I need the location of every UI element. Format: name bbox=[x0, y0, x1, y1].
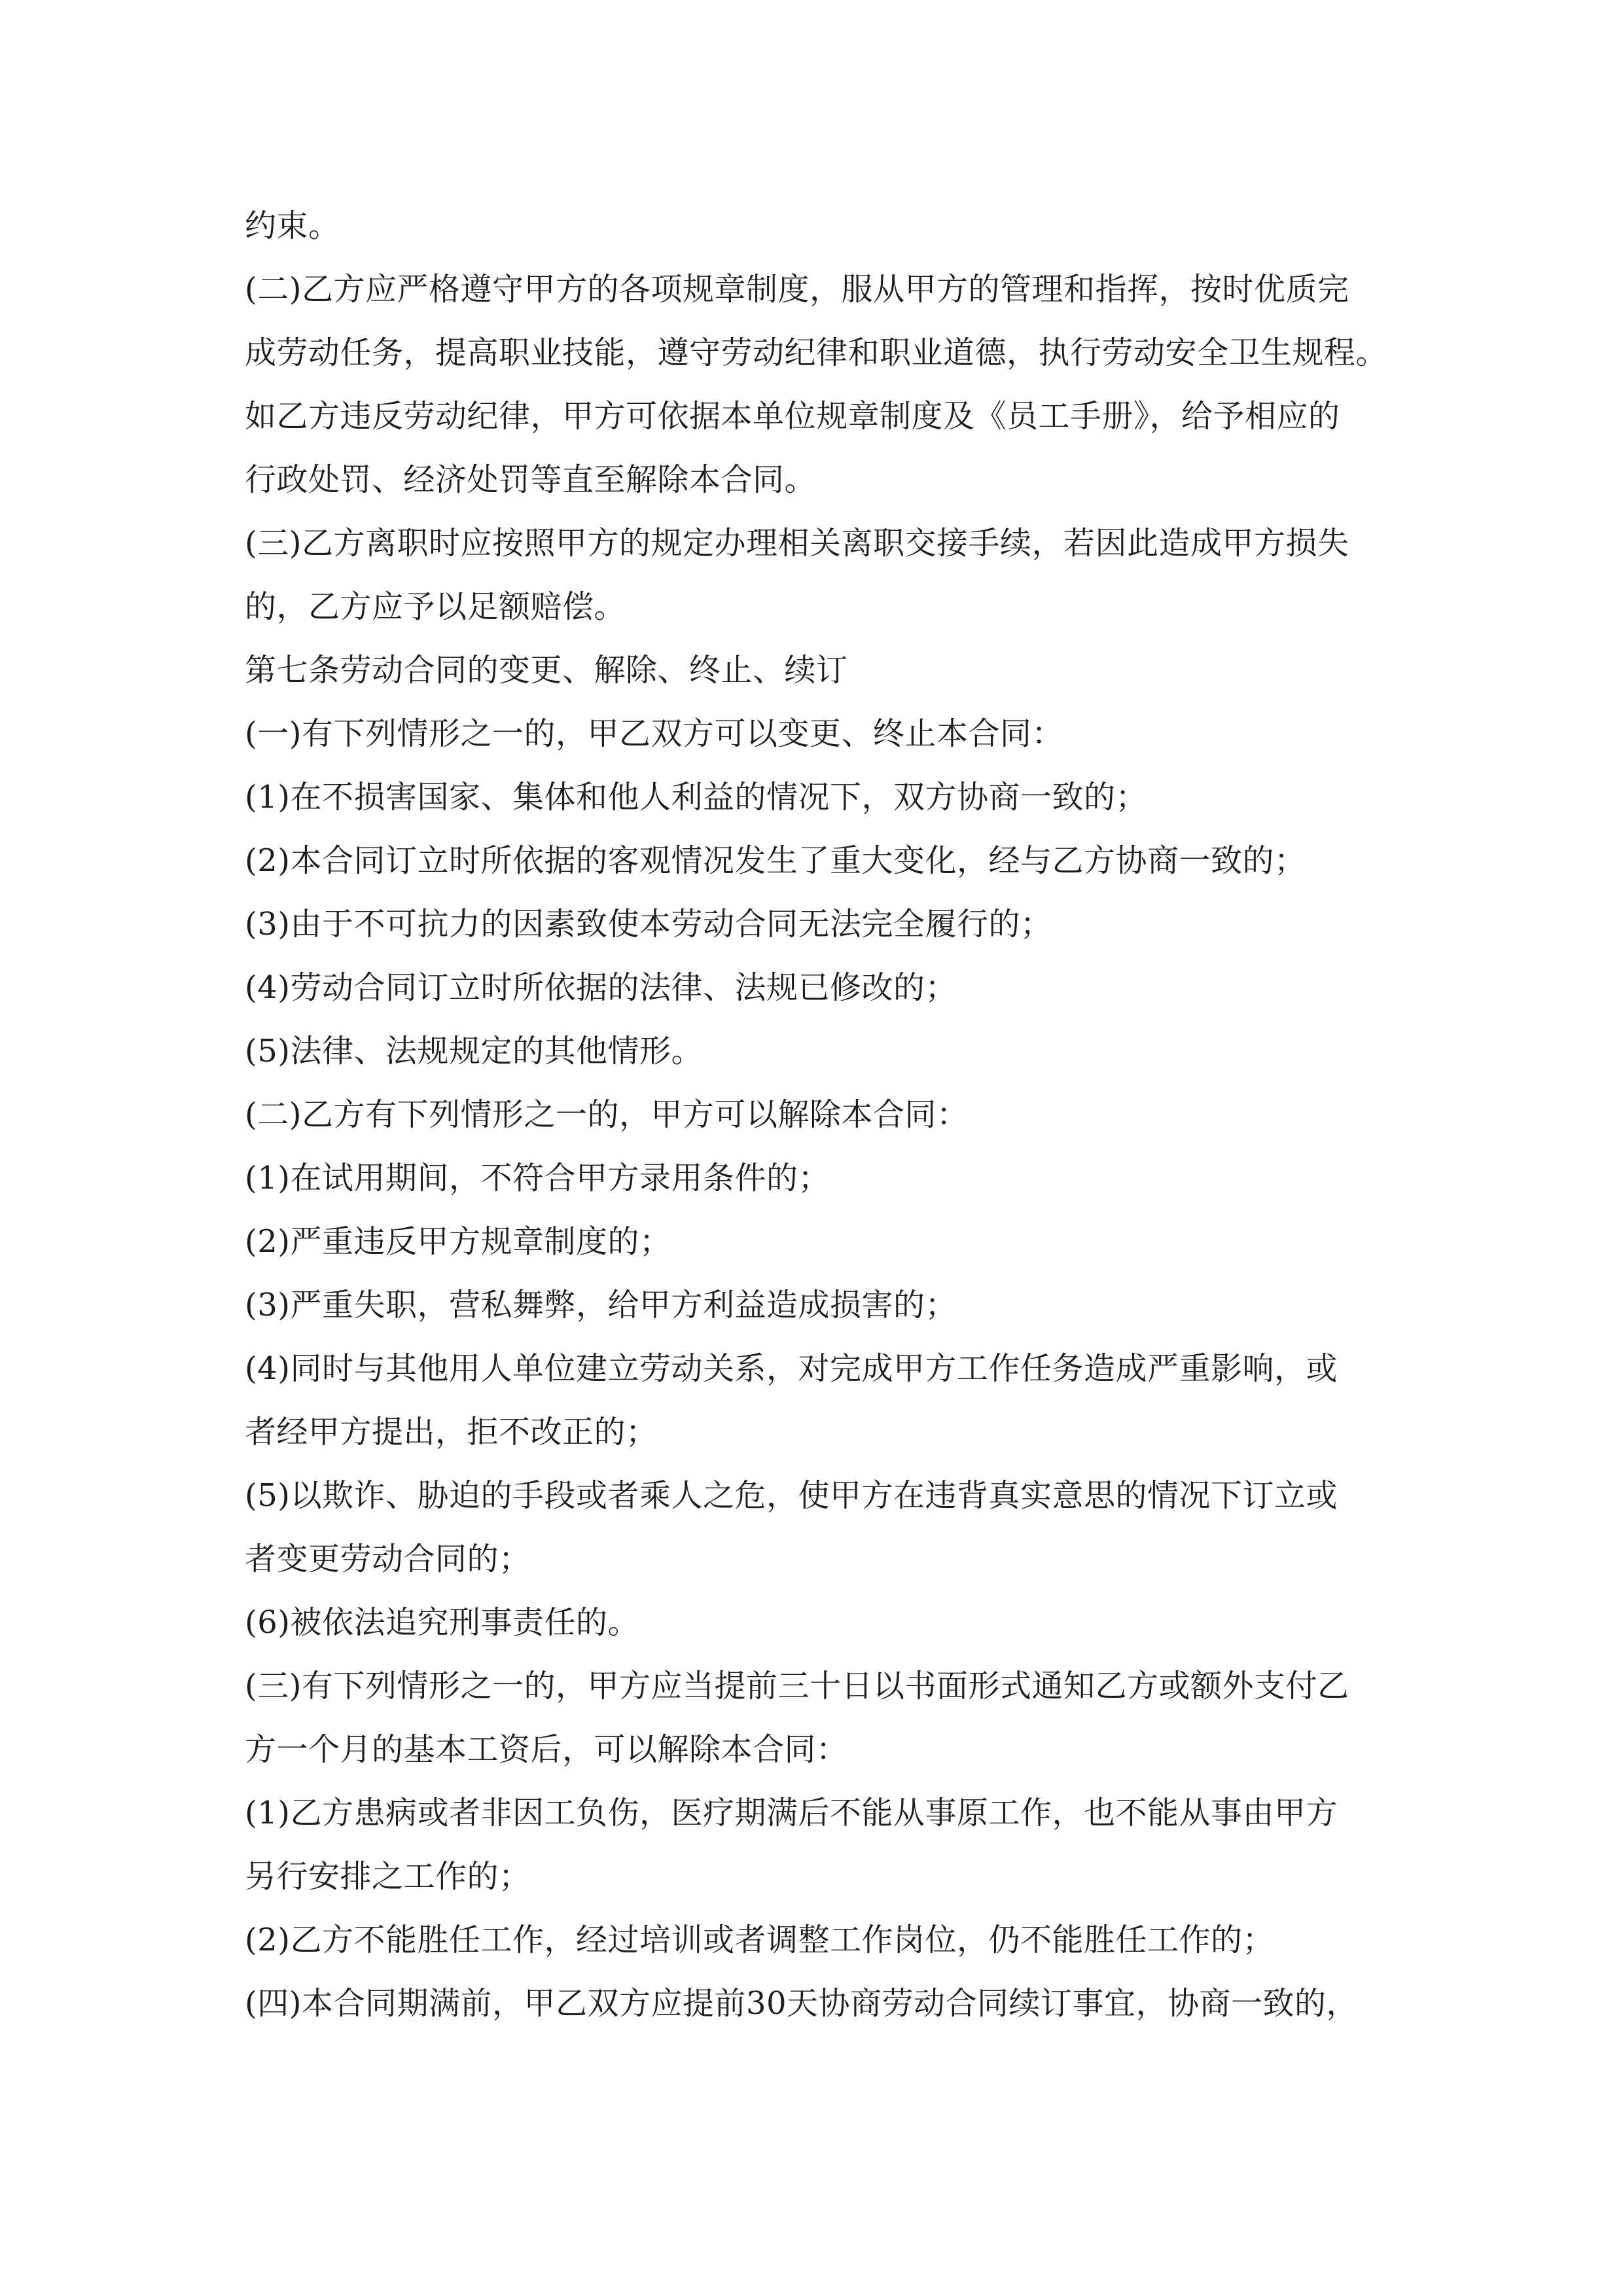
text-line: (1)在试用期间，不符合甲方录用条件的； bbox=[245, 1160, 830, 1196]
text-line: (2)乙方不能胜任工作，经过培训或者调整工作岗位，仍不能胜任工作的； bbox=[245, 1922, 1274, 1958]
text-line: 成劳动任务，提高职业技能，遵守劳动纪律和职业道德，执行劳动安全卫生规程。 bbox=[245, 334, 1388, 371]
text-line: (1)在不损害国家、集体和他人利益的情况下，双方协商一致的； bbox=[245, 779, 1147, 816]
text-line: 者经甲方提出，拒不改正的； bbox=[245, 1414, 658, 1450]
section-heading: 第七条劳动合同的变更、解除、终止、续订 bbox=[245, 652, 848, 689]
text-line: (1)乙方患病或者非因工负伤，医疗期满后不能从事原工作，也不能从事由甲方 bbox=[245, 1795, 1338, 1831]
text-line: 的，乙方应予以足额赔偿。 bbox=[245, 588, 626, 625]
text-line: (3)严重失职，营私舞弊，给甲方利益造成损害的； bbox=[245, 1287, 957, 1323]
text-line: (4)劳动合同订立时所依据的法律、法规已修改的； bbox=[245, 969, 957, 1006]
text-line: (4)同时与其他用人单位建立劳动关系，对完成甲方工作任务造成严重影响，或 bbox=[245, 1350, 1338, 1387]
text-line: (二)乙方应严格遵守甲方的各项规章制度，服从甲方的管理和指挥，按时优质完 bbox=[245, 271, 1349, 308]
text-line: 方一个月的基本工资后，可以解除本合同： bbox=[245, 1731, 848, 1768]
text-line: (二)乙方有下列情形之一的，甲方可以解除本合同： bbox=[245, 1096, 969, 1133]
text-line: (2)严重违反甲方规章制度的； bbox=[245, 1223, 671, 1260]
text-line: (2)本合同订立时所依据的客观情况发生了重大变化，经与乙方协商一致的； bbox=[245, 842, 1306, 879]
text-line: (6)被依法追究刑事责任的。 bbox=[245, 1604, 639, 1641]
text-line: 行政处罚、经济处罚等直至解除本合同。 bbox=[245, 461, 817, 498]
text-line: 约束。 bbox=[245, 207, 340, 244]
text-line: (一)有下列情形之一的，甲乙双方可以变更、终止本合同： bbox=[245, 715, 1063, 752]
text-line: (三)乙方离职时应按照甲方的规定办理相关离职交接手续，若因此造成甲方损失 bbox=[245, 525, 1349, 562]
text-line: 者变更劳动合同的； bbox=[245, 1541, 531, 1577]
text-line: (3)由于不可抗力的因素致使本劳动合同无法完全履行的； bbox=[245, 906, 1052, 942]
contract-body-text bbox=[245, 194, 1410, 2036]
text-line: (三)有下列情形之一的，甲方应当提前三十日以书面形式通知乙方或额外支付乙 bbox=[245, 1668, 1349, 1704]
text-line: (5)以欺诈、胁迫的手段或者乘人之危，使甲方在违背真实意思的情况下订立或 bbox=[245, 1477, 1338, 1514]
text-line: (四)本合同期满前，甲乙双方应提前30天协商劳动合同续订事宜，协商一致的， bbox=[245, 1985, 1359, 2022]
text-line: 如乙方违反劳动纪律，甲方可依据本单位规章制度及《员工手册》，给予相应的 bbox=[245, 398, 1340, 435]
text-line: (5)法律、法规规定的其他情形。 bbox=[245, 1033, 703, 1069]
text-line: 另行安排之工作的； bbox=[245, 1858, 531, 1895]
